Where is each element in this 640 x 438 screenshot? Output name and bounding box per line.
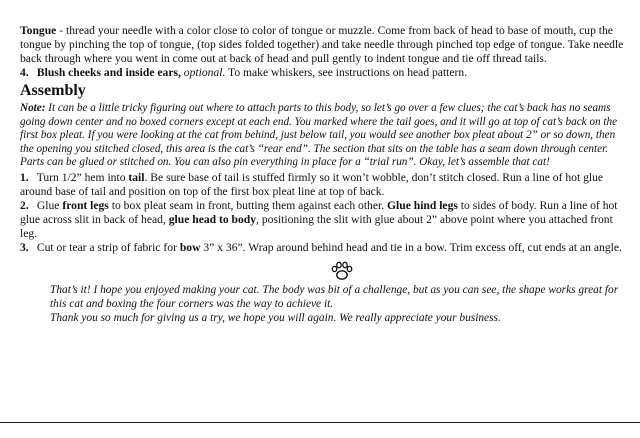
step-1-number: 1. (20, 170, 29, 184)
step-3-bold: bow (179, 240, 201, 254)
closing-line-1: That’s it! I hope you enjoyed making your cat. The body was bit of a challenge, but as you can see, the shape works great for this cat and boxing the four corners was the way to achieve it. (50, 283, 619, 310)
step-4-paragraph (20, 66, 624, 80)
step-4-label: Blush cheeks and inside ears, (36, 66, 181, 79)
tongue-label: Tongue (20, 24, 57, 37)
step-2-text-d: to sides of body. Run a line of hot glue across slit in back of head, (20, 198, 618, 226)
step-1-text-c: . Be sure base of tail is stuffed firmly so it won’t wobble, don’t stitch closed. Run a line of hot glue around base of tail and position on top of the first box pleat line at top of back. (20, 170, 604, 198)
step-1-text-a: Turn 1/2” hem into (36, 170, 129, 184)
step-1-paragraph (20, 171, 624, 199)
step-4-optional: optional. (180, 66, 226, 79)
step-2-paragraph (20, 199, 624, 241)
tongue-paragraph (20, 24, 624, 66)
step-3-number: 3. (20, 240, 29, 254)
section-heading: Assembly (20, 82, 86, 99)
step-2-text-e: , positioning the slit with glue about 2” above point where you attached front leg. (20, 212, 613, 240)
note-label: Note: (20, 102, 46, 114)
step-2-number: 2. (20, 198, 29, 212)
step-4-number: 4. (20, 66, 29, 79)
step-2-bold-1: front legs (62, 198, 109, 212)
step-3-text-c: 3” x 36”. Wrap around behind head and tie in a bow. Trim excess off, cut ends at an angle. (200, 240, 622, 254)
step-3-paragraph (20, 241, 624, 255)
step-2-bold-3: glue head to body (168, 212, 257, 226)
tongue-text: - thread your needle with a color close to color of tongue or muzzle. Come from back of head to base of mouth, cup the tongue by pinching the top of tongue, (top sides folded together) and take needle through pinched top edge of tongue. Take needle back through where you went in come out at back of head and pull gently to indent tongue and tie off thread tails. (20, 24, 624, 65)
step-2-text-c: to box pleat seam in front, butting them against each other. (108, 198, 388, 212)
step-3-text-a: Cut or tear a strip of fabric for (36, 240, 180, 254)
closing-message (20, 283, 624, 325)
step-1-bold: tail (128, 170, 145, 184)
step-2-bold-2: Glue hind legs (387, 198, 458, 212)
assembly-steps (20, 171, 624, 255)
note-text: It can be a little tricky figuring out where to attach parts to this body, so let’s go over a few clues; the cat’s back has no seams going down center and no boxed corners except at each end. You marked where the tail goes, and it will go at top of cat’s back on the first box pleat. If you were looking at the cat from behind, just below tail, you would see another box pleat about 2” or so down, then the opening you stitched closed, this area is the cat’s “rear end”. The section that sits on the table has a seam down through center. Parts can be glued or stitched on. You can also pin everything in place for a “trial run”. Okay, let’s assemble that cat! (20, 102, 618, 169)
bottom-divider (0, 422, 640, 423)
paw-print-icon (330, 261, 354, 281)
note-paragraph (20, 102, 624, 170)
closing-line-2: Thank you so much for giving us a try, we hope you will again. We really appreciate your business. (50, 311, 501, 324)
step-4-text: To make whiskers, see instructions on head pattern. (225, 66, 468, 79)
step-2-text-a: Glue (36, 198, 63, 212)
